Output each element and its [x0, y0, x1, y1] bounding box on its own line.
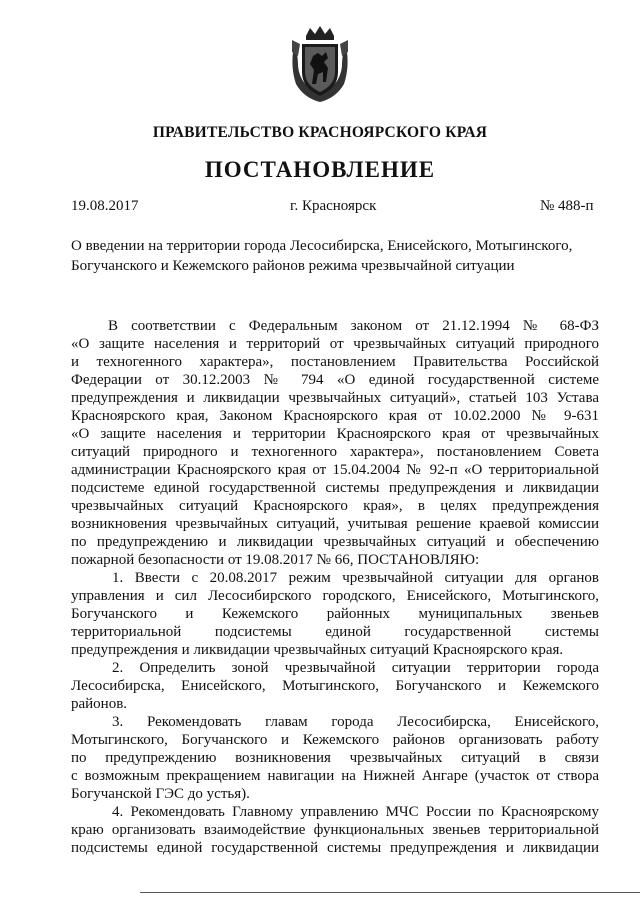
body-line: чрезвычайных ситуаций Красноярского края», в целях предупреждения: [71, 498, 599, 514]
document-date: 19.08.2017: [71, 198, 139, 214]
body-line: 1. Ввести с 20.08.2017 режим чрезвычайной ситуации для органов: [112, 570, 599, 586]
subject-line: О введении на территории города Лесосибирска, Енисейского, Мотыгинского,: [71, 238, 573, 254]
body-line: предупреждения и ликвидации чрезвычайных ситуаций Красноярского края.: [71, 642, 564, 658]
body-line: Красноярского края, Законом Красноярского края от 10.02.2000 № 9-631: [71, 408, 599, 424]
body-line: пожарной безопасности от 19.08.2017 № 66, ПОСТАНОВЛЯЮ:: [71, 552, 480, 568]
body-line: предупреждения и ликвидации чрезвычайных ситуаций», статьей 103 Устава: [71, 390, 599, 406]
document-number: № 488-п: [540, 198, 594, 214]
body-line: В соответствии с Федеральным законом от 21.12.1994 № 68-ФЗ: [108, 318, 599, 334]
body-line: подсистеме единой государственной системы предупреждения и ликвидации: [71, 480, 599, 496]
body-line: по предупреждению возникновения чрезвычайных ситуаций в связи: [71, 750, 599, 766]
body-line: Богучанского и Кежемского районных муниципальных звеньев: [71, 606, 599, 622]
body-line: администрации Красноярского края от 15.04.2004 № 92-п «О территориальной: [71, 462, 599, 478]
body-line: с возможным прекращением навигации на Нижней Ангаре (участок от створа: [71, 768, 599, 784]
body-line: 3. Рекомендовать главам города Лесосибирска, Енисейского,: [112, 714, 599, 730]
body-line: и техногенного характера», постановлением Правительства Российской: [71, 354, 599, 370]
body-line: Федерации от 30.12.2003 № 794 «О единой государственной системе: [71, 372, 599, 388]
body-line: Мотыгинского, Богучанского и Кежемского районов организовать работу: [71, 732, 599, 748]
body-line: краю организовать взаимодействие функциональных звеньев территориальной: [71, 822, 599, 838]
coat-of-arms-icon: [288, 26, 352, 106]
page-bottom-rule: [140, 892, 640, 893]
organization-title: ПРАВИТЕЛЬСТВО КРАСНОЯРСКОГО КРАЯ: [152, 124, 488, 141]
body-line: ситуаций природного и техногенного характера», постановлением Совета: [71, 444, 599, 460]
body-line: Лесосибирска, Енисейского, Мотыгинского, Богучанского и Кежемского: [71, 678, 599, 694]
body-line: по предупреждению и ликвидации чрезвычайных ситуаций и обеспечению: [71, 534, 599, 550]
body-line: «О защите населения и территории Красноярского края от чрезвычайных: [71, 426, 599, 442]
body-line: возникновения чрезвычайных ситуаций, учитывая решение краевой комиссии: [71, 516, 599, 532]
document-type-title: ПОСТАНОВЛЕНИЕ: [204, 157, 436, 182]
body-line: районов.: [71, 696, 128, 712]
body-line: управления и сил Лесосибирского городского, Енисейского, Мотыгинского,: [71, 588, 599, 604]
document-subject: [71, 236, 601, 276]
body-line: «О защите населения и территорий от чрезвычайных ситуаций природного: [71, 336, 599, 352]
body-line: территориальной подсистемы единой государственной системы: [71, 624, 599, 640]
subject-line: Богучанского и Кежемского районов режима чрезвычайной ситуации: [71, 258, 515, 274]
body-line: 2. Определить зоной чрезвычайной ситуации территории города: [112, 660, 599, 676]
body-line: Богучанской ГЭС до устья).: [71, 786, 250, 802]
body-line: 4. Рекомендовать Главному управлению МЧС России по Красноярскому: [112, 804, 599, 820]
body-line: подсистемы единой государственной системы предупреждения и ликвидации: [71, 840, 599, 856]
document-city: г. Красноярск: [290, 198, 377, 214]
